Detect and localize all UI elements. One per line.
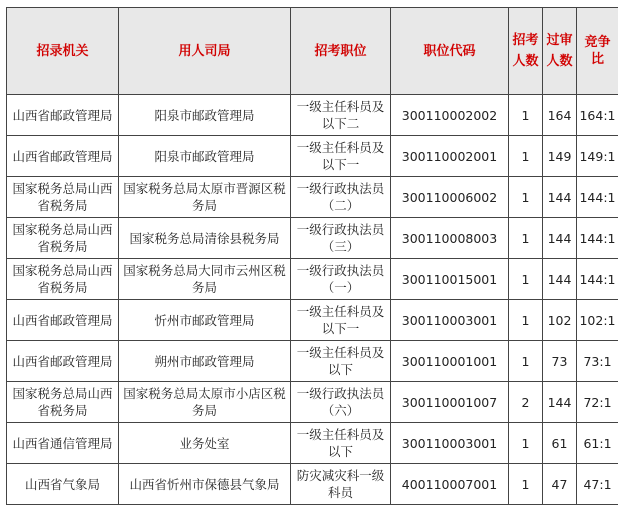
cell-department: 国家税务总局大同市云州区税务局 (119, 259, 291, 300)
cell-recruit-count: 1 (509, 95, 543, 136)
cell-competition-ratio: 164:1 (577, 95, 618, 136)
cell-competition-ratio: 61:1 (577, 423, 618, 464)
cell-approved-count: 73 (543, 341, 577, 382)
cell-approved-count: 144 (543, 382, 577, 423)
table-row (7, 136, 618, 177)
cell-position: 防灾减灾科一级科员 (291, 464, 391, 505)
header-position: 招考职位 (291, 8, 391, 95)
cell-department: 国家税务总局太原市晋源区税务局 (119, 177, 291, 218)
recruitment-table (6, 7, 618, 505)
cell-agency: 山西省邮政管理局 (7, 300, 119, 341)
cell-agency: 山西省通信管理局 (7, 423, 119, 464)
cell-position: 一级主任科员及以下一 (291, 300, 391, 341)
cell-competition-ratio: 144:1 (577, 259, 618, 300)
cell-position-code: 300110001001 (391, 341, 509, 382)
cell-agency: 山西省邮政管理局 (7, 136, 119, 177)
cell-position-code: 300110003001 (391, 423, 509, 464)
cell-department: 国家税务总局太原市小店区税务局 (119, 382, 291, 423)
cell-competition-ratio: 149:1 (577, 136, 618, 177)
cell-approved-count: 164 (543, 95, 577, 136)
cell-competition-ratio: 47:1 (577, 464, 618, 505)
table-row (7, 341, 618, 382)
cell-department: 阳泉市邮政管理局 (119, 95, 291, 136)
cell-agency: 山西省气象局 (7, 464, 119, 505)
cell-agency: 山西省邮政管理局 (7, 95, 119, 136)
cell-department: 山西省忻州市保德县气象局 (119, 464, 291, 505)
cell-recruit-count: 1 (509, 218, 543, 259)
cell-competition-ratio: 72:1 (577, 382, 618, 423)
table-row (7, 464, 618, 505)
cell-approved-count: 47 (543, 464, 577, 505)
cell-competition-ratio: 73:1 (577, 341, 618, 382)
cell-position-code: 300110015001 (391, 259, 509, 300)
cell-recruit-count: 1 (509, 136, 543, 177)
cell-position: 一级主任科员及以下二 (291, 95, 391, 136)
cell-position: 一级行政执法员（三） (291, 218, 391, 259)
cell-agency: 国家税务总局山西省税务局 (7, 218, 119, 259)
cell-approved-count: 149 (543, 136, 577, 177)
table-row (7, 177, 618, 218)
cell-agency: 山西省邮政管理局 (7, 341, 119, 382)
cell-position-code: 300110002002 (391, 95, 509, 136)
table-row (7, 95, 618, 136)
cell-recruit-count: 2 (509, 382, 543, 423)
cell-approved-count: 144 (543, 218, 577, 259)
header-agency: 招录机关 (7, 8, 119, 95)
cell-position-code: 300110001007 (391, 382, 509, 423)
header-recruit-count: 招考人数 (509, 8, 543, 95)
cell-position: 一级行政执法员（六） (291, 382, 391, 423)
cell-recruit-count: 1 (509, 300, 543, 341)
cell-recruit-count: 1 (509, 259, 543, 300)
cell-approved-count: 144 (543, 177, 577, 218)
table-row (7, 218, 618, 259)
header-department: 用人司局 (119, 8, 291, 95)
cell-position: 一级行政执法员（二） (291, 177, 391, 218)
cell-competition-ratio: 144:1 (577, 177, 618, 218)
cell-position-code: 300110006002 (391, 177, 509, 218)
cell-department: 业务处室 (119, 423, 291, 464)
cell-approved-count: 144 (543, 259, 577, 300)
cell-department: 国家税务总局清徐县税务局 (119, 218, 291, 259)
cell-position: 一级主任科员及以下 (291, 341, 391, 382)
cell-position-code: 300110003001 (391, 300, 509, 341)
cell-position-code: 400110007001 (391, 464, 509, 505)
table-row (7, 423, 618, 464)
cell-department: 忻州市邮政管理局 (119, 300, 291, 341)
cell-department: 阳泉市邮政管理局 (119, 136, 291, 177)
cell-position: 一级主任科员及以下一 (291, 136, 391, 177)
header-competition-ratio: 竞争比 (577, 8, 618, 95)
header-approved-count: 过审人数 (543, 8, 577, 95)
cell-recruit-count: 1 (509, 464, 543, 505)
cell-approved-count: 102 (543, 300, 577, 341)
cell-recruit-count: 1 (509, 423, 543, 464)
cell-agency: 国家税务总局山西省税务局 (7, 177, 119, 218)
table-row (7, 382, 618, 423)
cell-approved-count: 61 (543, 423, 577, 464)
cell-agency: 国家税务总局山西省税务局 (7, 382, 119, 423)
cell-competition-ratio: 102:1 (577, 300, 618, 341)
table-row (7, 259, 618, 300)
cell-recruit-count: 1 (509, 341, 543, 382)
cell-agency: 国家税务总局山西省税务局 (7, 259, 119, 300)
cell-recruit-count: 1 (509, 177, 543, 218)
header-position-code: 职位代码 (391, 8, 509, 95)
cell-position: 一级行政执法员（一） (291, 259, 391, 300)
cell-position: 一级主任科员及以下 (291, 423, 391, 464)
header-row (7, 8, 618, 95)
cell-position-code: 300110002001 (391, 136, 509, 177)
table-row (7, 300, 618, 341)
cell-position-code: 300110008003 (391, 218, 509, 259)
cell-department: 朔州市邮政管理局 (119, 341, 291, 382)
cell-competition-ratio: 144:1 (577, 218, 618, 259)
